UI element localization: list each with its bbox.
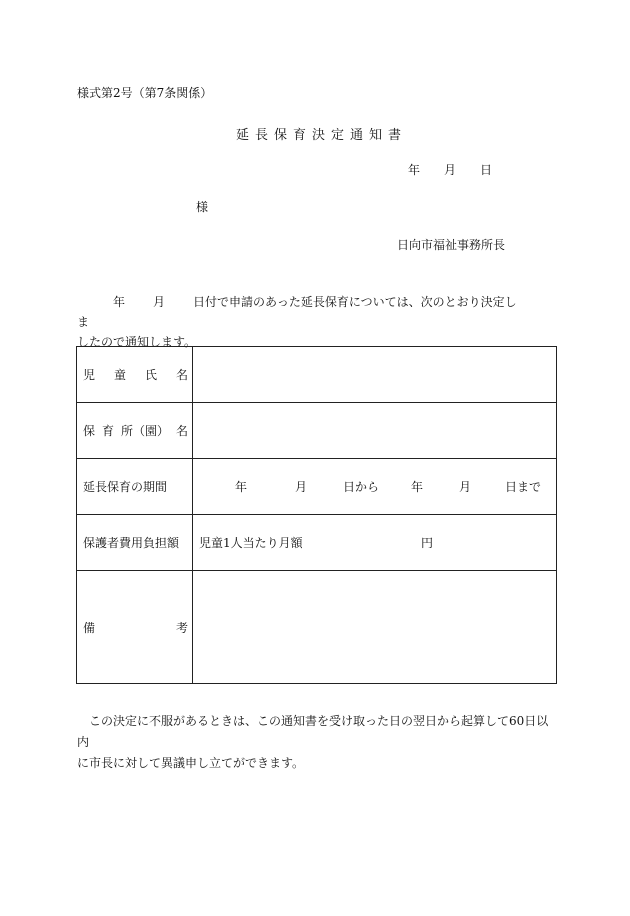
remarks-label [77,571,193,684]
table-row-guardian-cost [77,515,557,571]
yen-unit: 円 [421,536,434,550]
intro-line-2: したので通知します。 [77,335,197,349]
period-start-day: 日から [343,480,380,494]
table-row-extension-period [77,459,557,515]
child-name-label [77,347,193,403]
period-end-month: 月 [459,480,472,494]
period-start-year: 年 [235,480,248,494]
label-char: 名 [175,424,188,438]
intro-paragraph [77,292,527,352]
issue-date-year: 年 [408,163,421,177]
remarks-value[interactable] [193,571,557,684]
nursery-name-label [77,403,193,459]
intro-line-1 [77,292,527,332]
guardian-cost-value[interactable] [193,515,557,571]
appeal-notice [77,711,557,774]
issue-date-month: 月 [444,163,457,177]
intro-line-1-text: 日付で申請のあった延長保育については、次のとおり決定しま [77,295,517,329]
document-title: 延長保育決定通知書 [236,128,408,143]
label-char: 氏 [144,368,157,382]
form-number: 様式第2号（第7条関係） [77,86,213,100]
period-start-month: 月 [295,480,308,494]
extension-period-label: 延長保育の期間 [77,459,193,515]
nursery-name-value[interactable] [193,403,557,459]
label-char: 育 [101,424,114,438]
intro-month: 月 [153,295,166,309]
table-row-nursery-name [77,403,557,459]
extension-period-value[interactable] [193,459,557,515]
issue-date [408,161,492,178]
period-end-day: 日まで [505,480,542,494]
label-char: 童 [113,368,126,382]
guardian-cost-label: 保護者費用負担額 [77,515,193,571]
appeal-notice-line-2: に市長に対して異議申し立てができます。 [77,756,305,770]
intro-year: 年 [113,295,126,309]
table-row-remarks [77,571,557,684]
table-row-child-name [77,347,557,403]
period-end-year: 年 [411,480,424,494]
label-char: 児 [83,368,96,382]
label-char: 備 [83,620,96,635]
decision-table [76,346,557,684]
appeal-notice-line-1 [77,711,557,753]
label-char: 所（園） [120,424,169,438]
label-char: 名 [175,368,188,382]
label-char: 考 [175,620,188,635]
monthly-amount-label: 児童1人当たり月額 [199,536,303,550]
addressee-suffix: 様 [196,200,209,214]
issue-date-day: 日 [480,163,493,177]
appeal-notice-line-1-text: この決定に不服があるときは、この通知書を受け取った日の翌日から起算して60日以内 [77,714,549,749]
issuer-name: 日向市福祉事務所長 [397,238,506,252]
label-char: 保 [83,424,96,438]
child-name-value[interactable] [193,347,557,403]
